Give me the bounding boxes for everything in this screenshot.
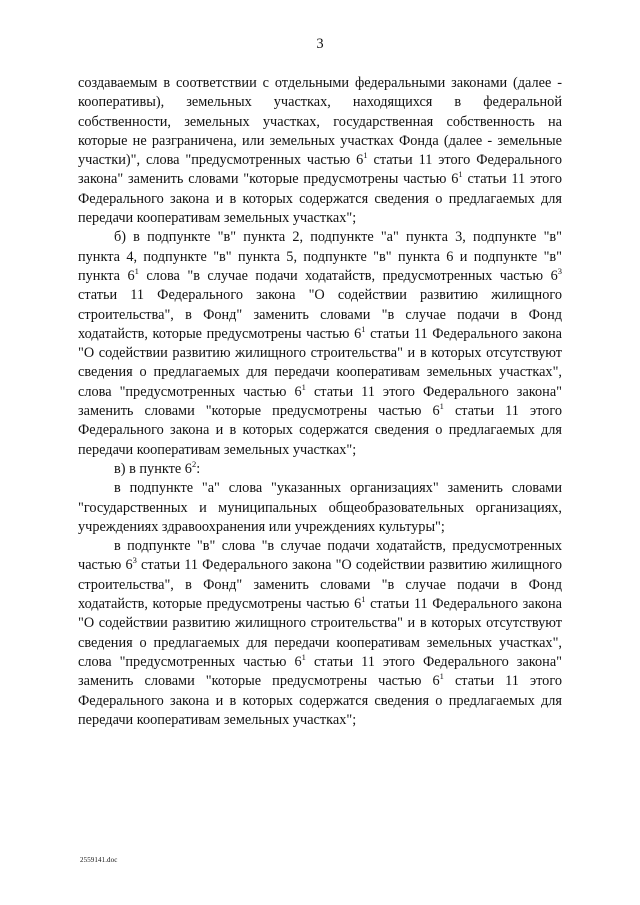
superscript: 1 bbox=[301, 381, 306, 392]
paragraph-text: статьи 11 этого Федерального закона" заменить словами "которые предусмотрены частью 6 bbox=[78, 383, 562, 420]
paragraph-text: статьи 11 Федерального закона "О содействии развитию жилищного строительства", в Фонд" заменить словами "в случае подачи в Фонд ходатайств, которые предусмотрены частью 6 bbox=[78, 557, 562, 613]
superscript: 1 bbox=[458, 169, 463, 180]
superscript: 1 bbox=[439, 671, 444, 682]
paragraph-text: статьи 11 Федерального закона "О содействии развитию жилищного строительства" и в которых отсутствуют сведения о предлагаемых для передачи кооперативам земельных участках", слова "предусмотренных частью 6 bbox=[78, 596, 562, 670]
paragraph-text: статьи 11 этого Федерального закона" заменить словами "которые предусмотрены частью 6 bbox=[78, 152, 562, 188]
body-paragraph bbox=[78, 228, 562, 460]
page-number: 3 bbox=[316, 36, 324, 52]
document-body bbox=[78, 74, 562, 730]
superscript: 1 bbox=[363, 150, 368, 161]
paragraph-text: статьи 11 этого Федерального закона и в которых содержатся сведения о предлагаемых для передачи кооперативам земельных участках"; bbox=[78, 403, 562, 458]
paragraph-text: создаваемым в соответствии с отдельными федеральными законами (далее - кооперативы), земельных участках, находящихся в федеральной собственности, земельных участках, государственная собственность на которые не разграничена, или земельных участках Фонда (далее - земельные участки)", слова "предусмотренных частью 6 bbox=[78, 75, 562, 169]
superscript: 1 bbox=[439, 401, 444, 412]
paragraph-text: в подпункте "а" слова "указанных организациях" заменить словами "государственных и муниципальных общеобразовательных организациях, учреждениях здравоохранения или учреждениях культуры"; bbox=[78, 480, 562, 535]
superscript: 3 bbox=[557, 265, 562, 276]
superscript: 1 bbox=[361, 323, 366, 334]
paragraph-text: статьи 11 этого Федерального закона и в которых содержатся сведения о предлагаемых для передачи кооперативам земельных участках"; bbox=[78, 673, 562, 728]
paragraph-text: слова "в случае подачи ходатайств, предусмотренных частью 6 bbox=[138, 267, 558, 284]
paragraph-text: статьи 11 этого Федерального закона" заменить словами "которые предусмотрены частью 6 bbox=[78, 653, 562, 690]
superscript: 1 bbox=[361, 594, 366, 605]
paragraph-text: статьи 11 Федерального закона "О содействии развитию жилищного строительства" и в которых отсутствуют сведения о предлагаемых для передачи кооперативам земельных участках", слова "предусмотренных частью 6 bbox=[78, 325, 562, 400]
body-paragraph bbox=[78, 537, 562, 730]
superscript: 1 bbox=[134, 265, 139, 276]
paragraph-text: статьи 11 этого Федерального закона и в которых содержатся сведения о предлагаемых для передачи кооперативам земельных участках"; bbox=[78, 171, 562, 227]
paragraph-text: б) в подпункте "в" пункта 2, подпункте "а" пункта 3, подпункте "в" пункта 4, подпункте "в" пункта 5, подпункте "в" пункта 6 и подпункте "в" пункта 6 bbox=[78, 229, 562, 284]
paragraph-text: : bbox=[196, 460, 201, 477]
body-paragraph bbox=[78, 74, 562, 228]
paragraph-text: в подпункте "в" слова "в случае подачи ходатайств, предусмотренных частью 6 bbox=[78, 538, 562, 574]
superscript: 3 bbox=[132, 555, 137, 566]
body-paragraph bbox=[78, 460, 562, 479]
superscript: 2 bbox=[191, 458, 197, 469]
superscript: 1 bbox=[301, 651, 306, 662]
paragraph-text: статьи 11 Федерального закона "О содействии развитию жилищного строительства", в Фонд" заменить словами "в случае подачи в Фонд ходатайств, которые предусмотрены частью 6 bbox=[78, 287, 562, 342]
document-filename: 2559141.doc bbox=[80, 856, 118, 864]
body-paragraph bbox=[78, 479, 562, 537]
paragraph-text: в) в пункте 6 bbox=[114, 460, 192, 477]
